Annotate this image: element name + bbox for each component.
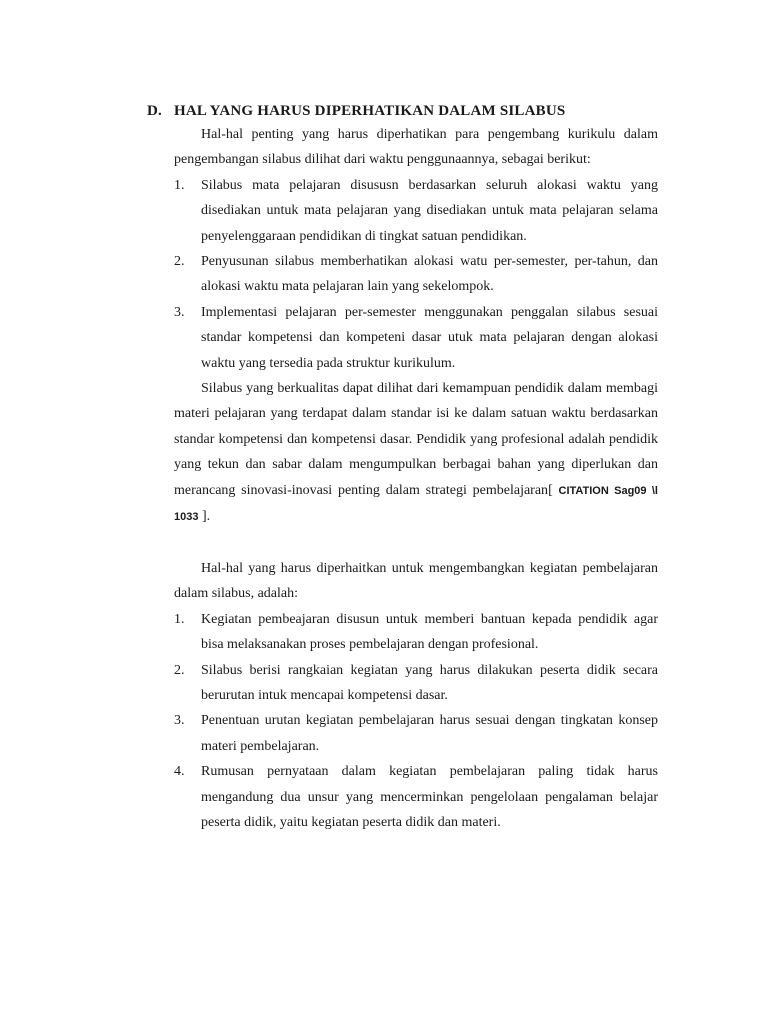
- activity-list: [174, 607, 658, 836]
- list-item-number: 2.: [174, 662, 185, 678]
- section-title: HAL YANG HARUS DIPERHATIKAN DALAM SILABUS: [174, 103, 566, 119]
- list-item-text: Kegiatan pembeajaran disusun untuk memberi bantuan kepada pendidik agar bisa melaksanakan proses pembelajaran dengan profesional.: [201, 611, 658, 653]
- citation-field: CITATION Sag09 \l 1033: [174, 484, 658, 524]
- section-letter: D.: [147, 103, 162, 119]
- list-item-number: 1.: [174, 177, 185, 193]
- list-item-text: Silabus mata pelajaran disususn berdasarkan seluruh alokasi waktu yang disediakan untuk mata pelajaran yang disediakan untuk mata pelajaran selama penyelenggaraan pendidikan di tingkat satuan pendidikan.: [201, 177, 658, 244]
- list-item-text: Silabus berisi rangkaian kegiatan yang harus dilakukan peserta didik secara berurutan intuk mencapai kompetensi dasar.: [201, 662, 658, 703]
- list-item-text: Penyusunan silabus memberhatikan alokasi watu per-semester, per-tahun, dan alokasi waktu mata pelajaran lain yang sekelompok.: [201, 254, 658, 295]
- list-item-text: Rumusan pernyataan dalam kegiatan pembelajaran paling tidak harus mengandung dua unsur yang mencerminkan pengelolaan pengalaman belajar peserta didik, yaitu kegiatan peserta didik dan materi.: [201, 764, 658, 830]
- guideline-list: [174, 173, 658, 376]
- list-item-number: 1.: [174, 611, 185, 627]
- list-item: [174, 759, 658, 835]
- citation-open: [: [548, 482, 559, 498]
- quality-paragraph: [174, 376, 658, 530]
- list-item-number: 2.: [174, 254, 185, 270]
- list-item: [174, 658, 658, 709]
- list-item-number: 3.: [174, 713, 185, 729]
- list-item-text: Penentuan urutan kegiatan pembelajaran harus sesuai dengan tingkatan konsep materi pembelajaran.: [201, 713, 658, 754]
- list-item-text: Implementasi pelajaran per-semester menggunakan penggalan silabus sesuai standar kompetensi dan kompeteni dasar utuk mata pelajaran dengan alokasi waktu yang tersedia pada struktur kurikulum.: [201, 304, 658, 371]
- list-item: [174, 300, 658, 376]
- list-item: [174, 249, 658, 300]
- list-item-number: 3.: [174, 304, 185, 320]
- intro-paragraph: Hal-hal penting yang harus diperhatikan para pengembang kurikulu dalam pengembangan silabus dilihat dari waktu penggunaannya, sebagai berikut:: [174, 127, 658, 168]
- quality-paragraph-text: Silabus yang berkualitas dapat dilihat dari kemampuan pendidik dalam membagi materi pelajaran yang terdapat dalam standar isi ke dalam satuan waktu berdasarkan standar kompetensi dan kompetensi dasar. Pendidik yang profesional adalah pendidik yang tekun dan sabar dalam mengumpulkan berbagai bahan yang diperlukan dan merancang sinovasi-inovasi penting dalam strategi pembelajaran: [174, 381, 658, 498]
- list-item: [174, 173, 658, 249]
- citation-close: ].: [198, 509, 211, 525]
- list-item: [174, 708, 658, 759]
- document-body: [174, 122, 658, 835]
- list-item: [174, 607, 658, 658]
- section-heading: [147, 103, 565, 120]
- activity-intro-paragraph: Hal-hal yang harus diperhaitkan untuk mengembangkan kegiatan pembelajaran dalam silabus, adalah:: [174, 560, 658, 602]
- list-item-number: 4.: [174, 764, 185, 780]
- blank-line: [174, 531, 658, 556]
